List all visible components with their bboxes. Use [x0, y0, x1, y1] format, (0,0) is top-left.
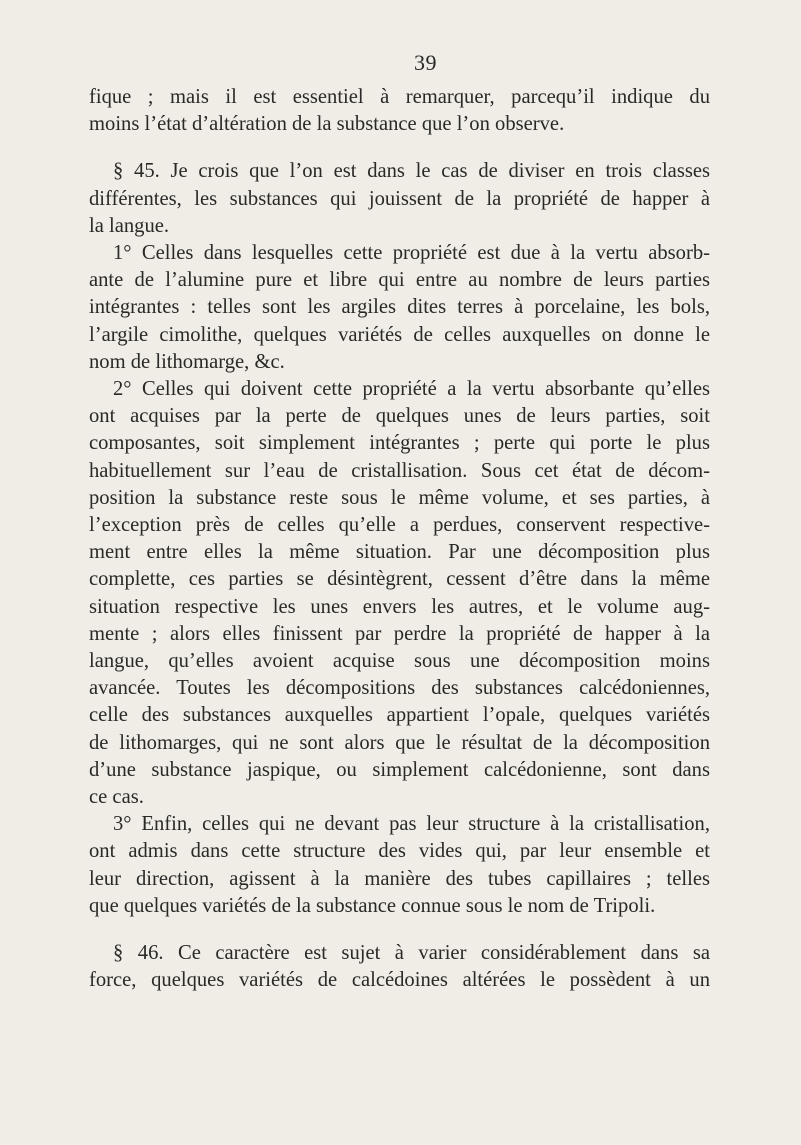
text-line: leur direction, agissent à la manière des tubes capillaires ; telles: [89, 867, 710, 890]
text-line: composantes, soit simplement intégrantes ; perte qui porte le plus: [89, 432, 710, 455]
text-line: situation respective les unes envers les autres, et le volume aug-: [89, 595, 710, 618]
text-line: intégrantes : telles sont les argiles dites terres à porcelaine, les bols,: [89, 296, 710, 319]
text-line: la langue.: [89, 214, 170, 237]
paragraph: [89, 940, 710, 994]
text-line: de lithomarges, qui ne sont alors que le résultat de la décomposition: [89, 731, 710, 754]
text-line: d’une substance jaspique, ou simplement calcédonienne, sont dans: [89, 758, 710, 781]
text-line: ante de l’alumine pure et libre qui entre au nombre de leurs parties: [89, 269, 710, 292]
text-line: habituellement sur l’eau de cristallisation. Sous cet état de décom-: [89, 459, 710, 482]
text-line: langue, qu’elles avoient acquise sous une décomposition moins: [89, 650, 710, 673]
text-line: ont admis dans cette structure des vides qui, par leur ensemble et: [89, 840, 710, 863]
text-line: que quelques variétés de la substance connue sous le nom de Tripoli.: [89, 894, 656, 917]
text-line: § 45. Je crois que l’on est dans le cas de diviser en trois classes: [113, 160, 710, 183]
paragraph: [89, 811, 710, 920]
paragraph: [89, 240, 710, 376]
text-line: nom de lithomarge, &c.: [89, 350, 285, 373]
text-line: ce cas.: [89, 786, 144, 809]
text-line: position la substance reste sous le même volume, et ses parties, à: [89, 486, 710, 509]
text-line: différentes, les substances qui jouissent de la propriété de happer à: [89, 187, 710, 210]
text-line: ont acquises par la perte de quelques unes de leurs parties, soit: [89, 405, 710, 428]
text-line: l’exception près de celles qu’elle a perdues, conservent respective-: [89, 514, 710, 537]
body-text: [89, 84, 710, 995]
text-line: mente ; alors elles finissent par perdre la propriété de happer à la: [89, 622, 710, 645]
paragraph: [89, 376, 710, 811]
text-line: § 46. Ce caractère est sujet à varier considérablement dans sa: [113, 942, 710, 965]
text-line: l’argile cimolithe, quelques variétés de celles auxquelles on donne le: [89, 323, 710, 346]
page-number: 39: [414, 50, 437, 75]
text-line: 1° Celles dans lesquelles cette propriété est due à la vertu absorb-: [113, 242, 710, 265]
text-line: celle des substances auxquelles appartient l’opale, quelques variétés: [89, 704, 710, 727]
paragraph: [89, 158, 710, 240]
text-line: 3° Enfin, celles qui ne devant pas leur structure à la cristallisation,: [113, 813, 710, 836]
text-line: avancée. Toutes les décompositions des substances calcédoniennes,: [89, 677, 710, 700]
text-line: fique ; mais il est essentiel à remarquer, parcequ’il indique du: [89, 86, 710, 108]
text-line: ment entre elles la même situation. Par une décomposition plus: [89, 541, 710, 564]
paragraph: [89, 84, 710, 138]
text-line: moins l’état d’altération de la substance que l’on observe.: [89, 113, 565, 136]
text-line: 2° Celles qui doivent cette propriété a la vertu absorbante qu’elles: [113, 378, 710, 401]
text-line: complette, ces parties se désintègrent, cessent d’être dans la même: [89, 568, 710, 591]
text-line: force, quelques variétés de calcédoines altérées le possèdent à un: [89, 969, 710, 992]
